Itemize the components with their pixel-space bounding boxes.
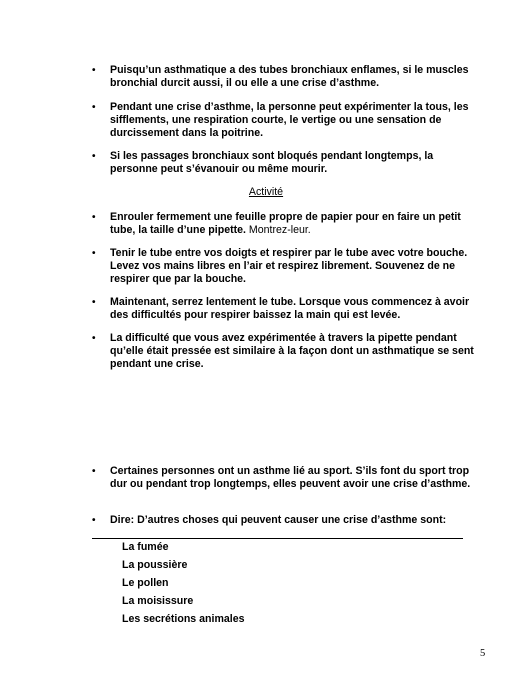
bullet-icon: • <box>92 212 96 223</box>
bullet-text: Pendant une crise d’asthme, la personne peut expérimenter la tous, les sifflements, une respiration courte, le vertige ou une sensation de durcissement dans la poitrine. <box>110 101 469 140</box>
bullet-text <box>110 211 482 237</box>
bullet-icon: • <box>92 515 96 526</box>
bullet-icon: • <box>92 297 96 308</box>
bullet-text: Si les passages bronchiaux sont bloqués pendant longtemps, la personne peut s’évanouir ou même mourir. <box>110 150 434 176</box>
bullet-icon: • <box>92 333 96 344</box>
cause-item: Les secrétions animales <box>122 613 245 625</box>
bullet-bold-text: Enrouler fermement une feuille propre de papier pour en faire un petit tube, la taille d’une pipette. <box>110 211 461 237</box>
cause-item: Le pollen <box>122 577 169 589</box>
bullet-normal-text: Montrez-leur. <box>245 224 311 237</box>
bullet-icon: • <box>92 102 96 113</box>
cause-item: La poussière <box>122 559 188 571</box>
bullet-text: Maintenant, serrez lentement le tube. Lorsque vous commencez à avoir des difficultés pour respirer baissez la main qui est levée. <box>110 296 470 322</box>
page-number: 5 <box>480 648 486 659</box>
bullet-text: Tenir le tube entre vos doigts et respirer par le tube avec votre bouche. Levez vos mains libres en l’air et respirez librement. Souvenez de ne respirer que par la bouche. <box>110 247 468 286</box>
cause-item: La moisissure <box>122 595 194 607</box>
bullet-icon: • <box>92 65 96 76</box>
bullet-icon: • <box>92 466 96 477</box>
bullet-text: Puisqu’un asthmatique a des tubes bronchiaux enflames, si le muscles bronchial durcit aussi, il ou elle a une crise d’asthme. <box>110 64 469 90</box>
horizontal-rule <box>92 538 463 539</box>
bullet-text: Certaines personnes ont un asthme lié au sport. S’ils font du sport trop dur ou pendant trop longtemps, elles peuvent avoir une crise d’asthme. <box>110 465 471 491</box>
cause-item: La fumée <box>122 541 169 553</box>
bullet-icon: • <box>92 151 96 162</box>
activity-heading: Activité <box>248 186 284 198</box>
bullet-text: La difficulté que vous avez expérimentée à travers la pipette pendant qu’elle était pressée est similaire à la façon dont un asthmatique se sent pendant une crise. <box>110 332 474 371</box>
bullet-text: Dire: D’autres choses qui peuvent causer une crise d’asthme sont: <box>110 514 447 526</box>
bullet-icon: • <box>92 248 96 259</box>
